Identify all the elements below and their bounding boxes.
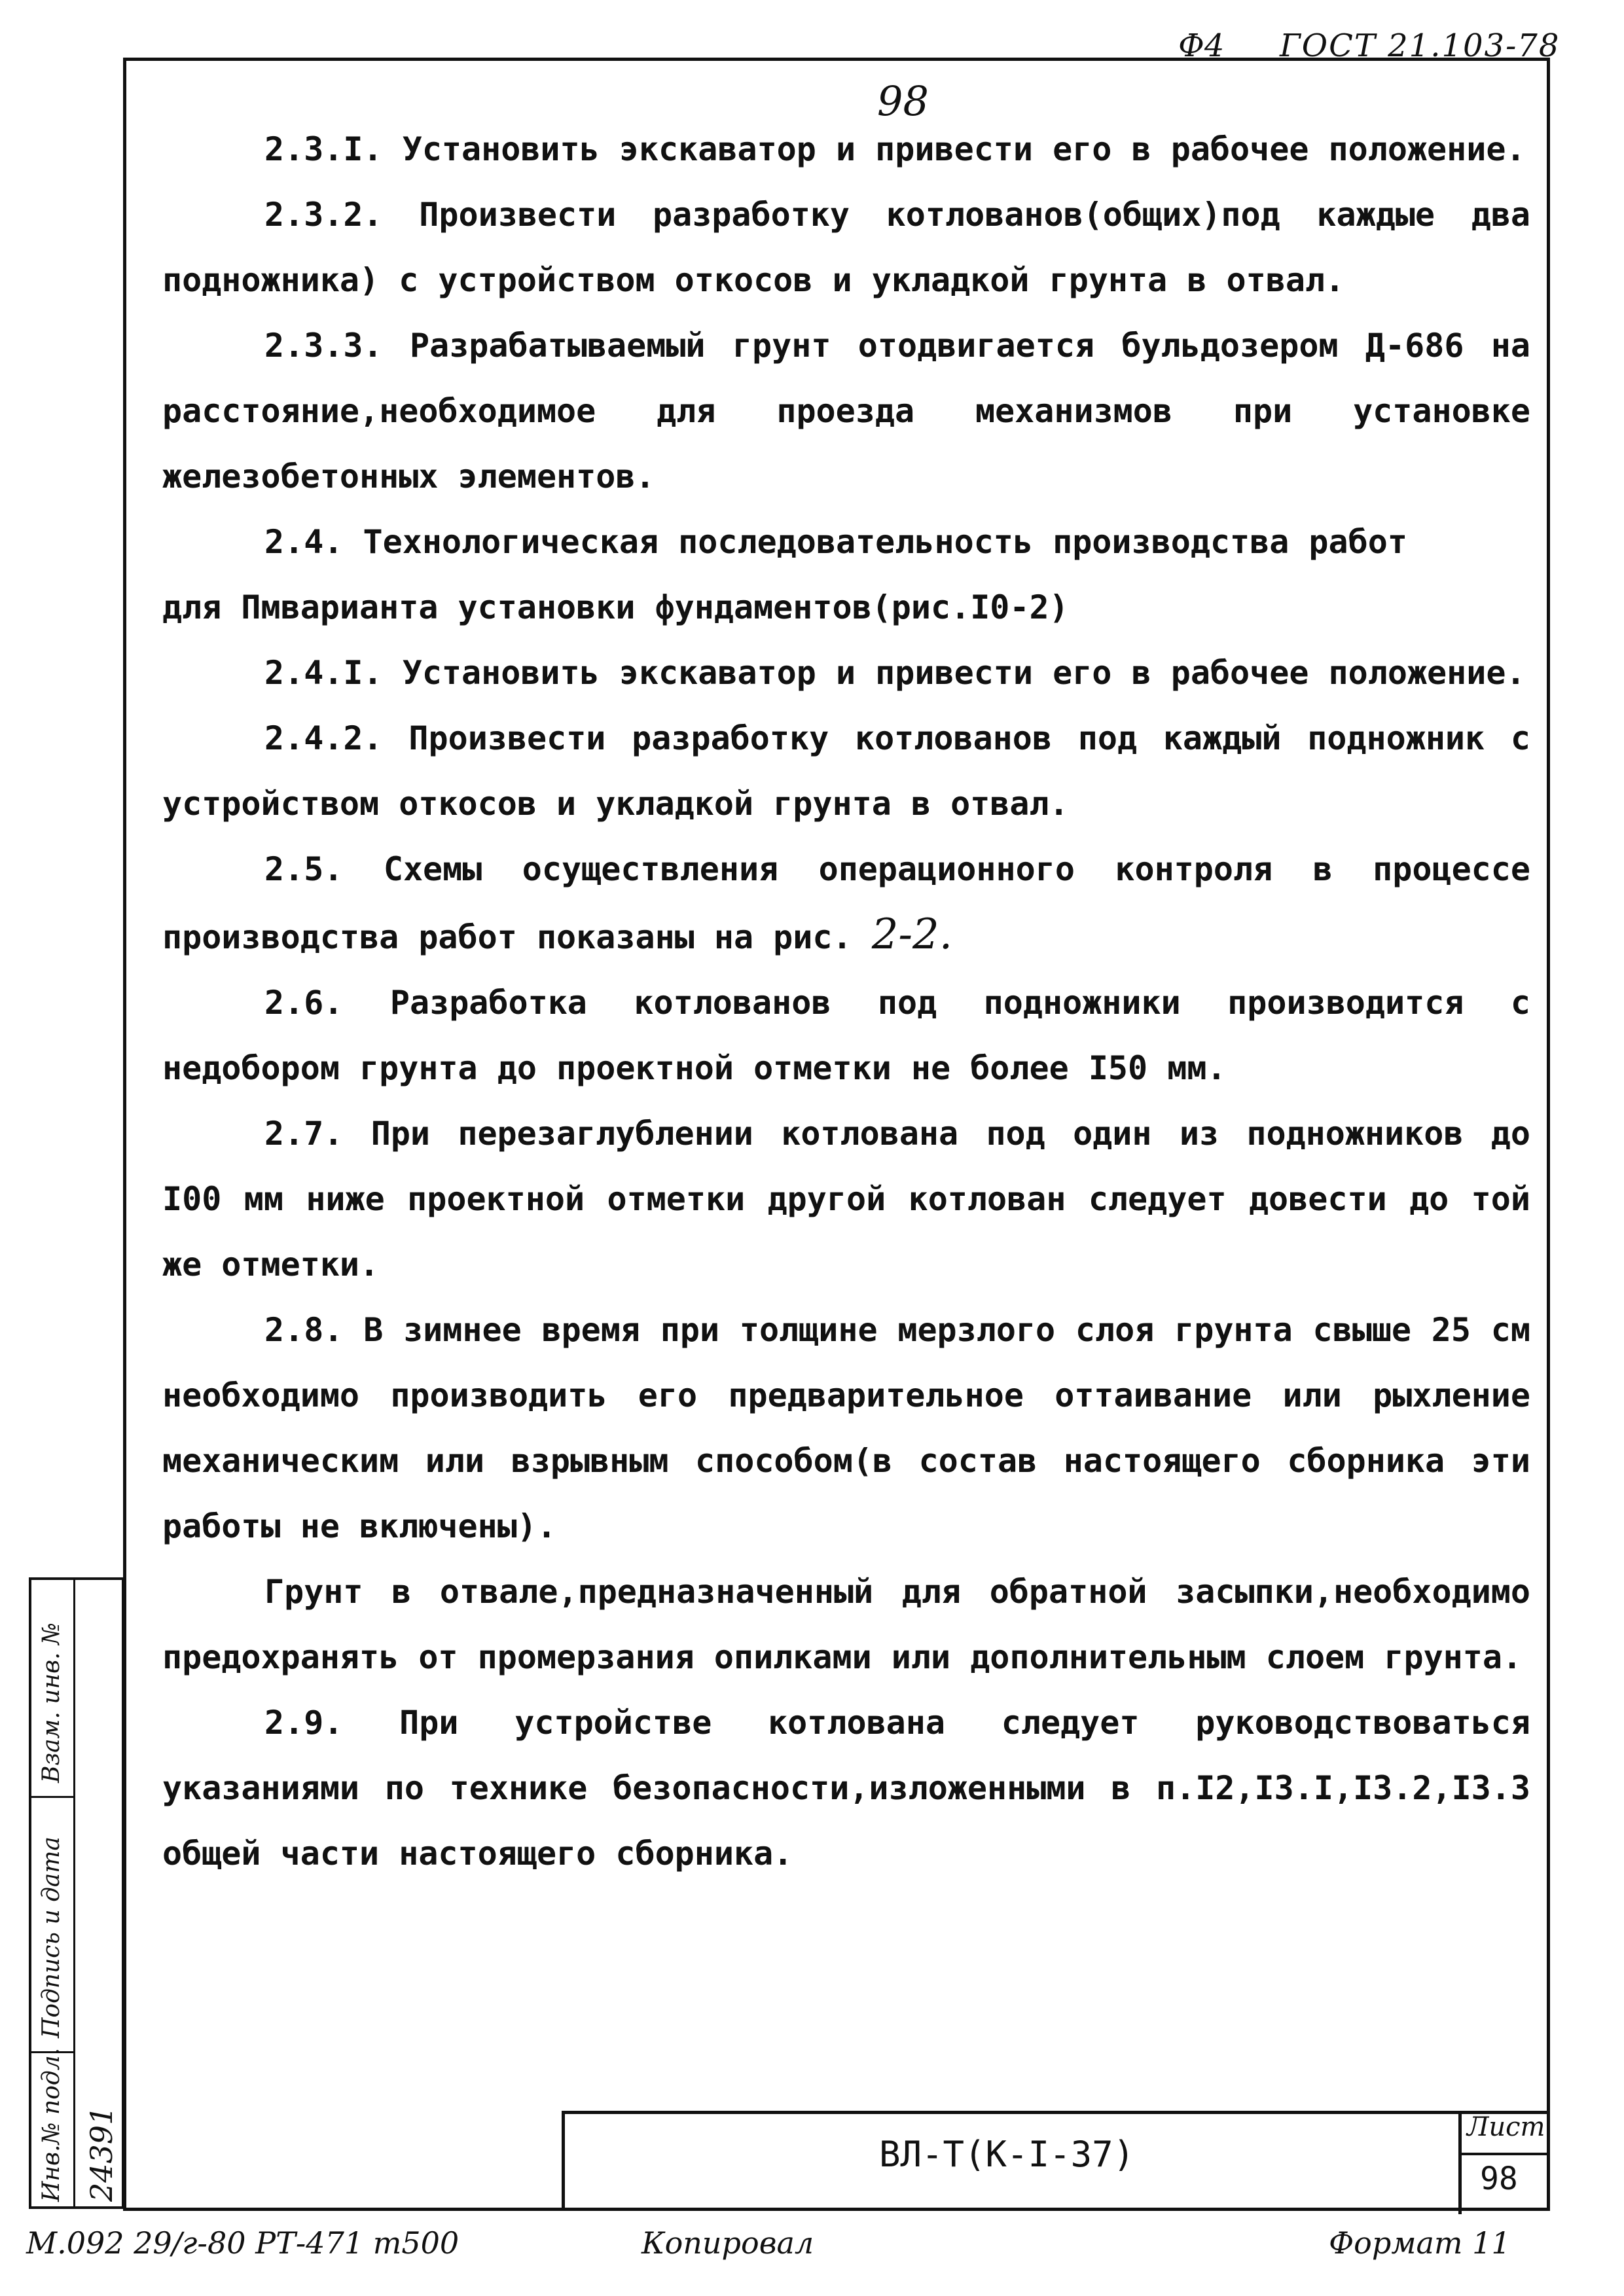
form-mark: Ф4 (1178, 27, 1225, 64)
para-2-4-heading-cont: для Пмварианта установки фундаментов(рис.I0-2) (162, 588, 1069, 626)
para-2-6: 2.6. Разработка котлованов под подножники производится с недобором грунта до проектной отметки не более I50 мм. (162, 984, 1530, 1087)
para-2-9: 2.9. При устройстве котлована следует руководствоваться указаниями по технике безопасности,изложенными в п.I2,I3.I,I3.2,I3.3 общей части настоящего сборника. (162, 1704, 1530, 1873)
vzam-inv-cell (31, 1580, 73, 1798)
para-2-5 (162, 836, 1530, 970)
signature-date-cell (31, 1796, 73, 2053)
para-soil-protection: Грунт в отвале,предназначенный для обратной засыпки,необходимо предохранять от промерзания опилками или дополнительным слоем грунта. (162, 1573, 1530, 1676)
vzam-inv-label: Взам. инв. № (38, 1622, 65, 1783)
sheet-divider (1462, 2153, 1550, 2155)
inv-podl-value: 24391 (84, 2106, 119, 2202)
side-label-column (31, 1580, 75, 2206)
para-2-5-text: 2.5. Схемы осуществления операционного контроля в процессе производства работ показаны на рис. (162, 850, 1530, 956)
document-body (162, 117, 1530, 1886)
side-stamp-strip (29, 1577, 124, 2209)
para-2-4-2: 2.4.2. Произвести разработку котлованов под каждый подножник с устройством откосов и укладкой грунта в отвал. (162, 719, 1530, 823)
signature-date-label: Подпись и дата (38, 1837, 65, 2038)
gost-reference: ГОСТ 21.103-78 (1280, 27, 1561, 64)
title-block (562, 2111, 1550, 2211)
format-label: Формат 11 (1329, 2225, 1511, 2261)
inventory-stamp: М.092 29/г-80 РТ-471 т500 (26, 2225, 460, 2261)
para-2-3-3: 2.3.3. Разрабатываемый грунт отодвигается бульдозером Д-686 на расстояние,необходимое для проезда механизмов при установке железобетонных элементов. (162, 327, 1530, 495)
sheet-label: Лист (1467, 2112, 1545, 2142)
para-2-8: 2.8. В зимнее время при толщине мерзлого слоя грунта свыше 25 см необходимо производить его предварительное оттаивание или рыхление механическим или взрывным способом(в состав настоящего сборника эти работы не включены). (162, 1311, 1530, 1545)
copied-by-label: Копировал (641, 2225, 814, 2261)
handwritten-page-number: 98 (877, 77, 929, 125)
handwritten-figure-ref: 2-2. (871, 910, 953, 959)
sheet-box (1458, 2111, 1550, 2214)
inv-podl-cell (31, 2047, 73, 2209)
para-2-3-2: 2.3.2. Произвести разработку котлованов(общих)под каждые два подножника) с устройством откосов и укладкой грунта в отвал. (162, 196, 1530, 299)
sheet-number: 98 (1480, 2161, 1518, 2197)
para-2-4-1: 2.4.I. Установить экскаватор и привести его в рабочее положение. (264, 654, 1526, 692)
document-code: ВЛ-Т(К-I-37) (879, 2134, 1135, 2175)
para-2-3-1: 2.3.I. Установить экскаватор и привести его в рабочее положение. (264, 130, 1526, 168)
inv-podl-label: Инв.№ подл. (38, 2047, 65, 2202)
para-2-4-heading: 2.4. Технологическая последовательность производства работ (264, 523, 1407, 561)
para-2-7: 2.7. При перезаглублении котлована под один из подножников до I00 мм ниже проектной отметки другой котлован следует довести до той же отметки. (162, 1115, 1530, 1283)
